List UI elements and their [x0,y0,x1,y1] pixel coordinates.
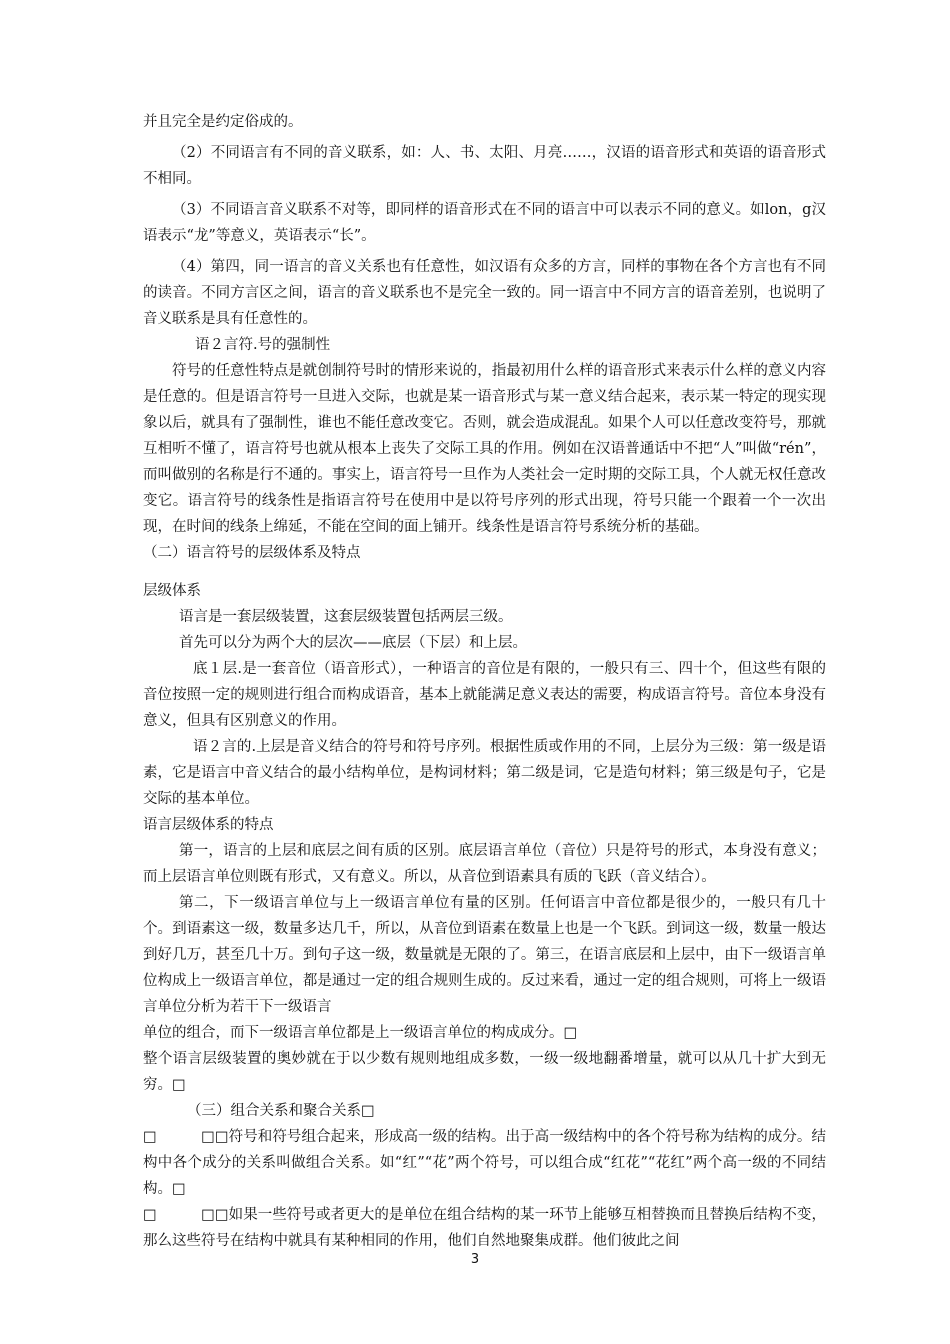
page-body [143,109,826,1254]
paragraph-hierarchy-intro: 语言是一套层级装置，这套层级装置包括两层三级。 [179,609,513,625]
paragraph-paradigmatic [143,1202,826,1254]
paragraph-continued: 并且完全是约定俗成的。 [143,114,303,130]
paragraph-syntagmatic [143,1124,826,1202]
subheading-hierarchy-system: 层级体系 [143,583,201,599]
paragraph-upper-layer: 语２言的.上层是音义结合的符号和符号序列。根据性质或作用的不同，上层分为三级：第一级是语素，它是语言中音义结合的最小结构单位，是构词材料；第二级是词，它是造句材料；第三级是句子，它是交际的基本单位。 [143,739,826,807]
paragraph-syntagmatic-text: □□符号和符号组合起来，形成高一级的结构。出于高一级结构中的各个符号称为结构的成分。结构中各个成分的关系叫做组合关系。如“红”“花”两个符号，可以组合成“红花”“花红”两个高一级的不同结构。□ [143,1129,826,1197]
paragraph-feature-2: 第二，下一级语言单位与上一级语言单位有量的区别。任何语言中音位都是很少的，一般只有几十个。到语素这一级，数量多达几千，所以，从音位到语素在数量上也是一个飞跃。到词这一级，数量一般达到好几万，甚至几十万。到句子这一级，数量就是无限的了。第三，在语言底层和上层中，由下一级语言单位构成上一级语言单位，都是通过一定的组合规则生成的。反过来看，通过一定的组合规则，可将上一级语言单位分析为若干下一级语言 [143,895,826,1015]
lead-mark: □ [143,1129,157,1145]
section-heading-relations: （三）组合关系和聚合关系□ [187,1103,375,1119]
subheading-hierarchy-features: 语言层级体系的特点 [143,817,274,833]
paragraph-point-2: （2）不同语言有不同的音义联系，如：人、书、太阳、月亮……，汉语的语音形式和英语的语音形式不相同。 [143,145,826,187]
paragraph-two-levels: 首先可以分为两个大的层次——底层（下层）和上层。 [179,635,527,651]
paragraph-point-4: （4）第四，同一语言的音义关系也有任意性，如汉语有众多的方言，同样的事物在各个方言也有不同的读音。不同方言区之间，语言的音义联系也不是完全一致的。同一语言中不同方言的语音差别，也说明了音义联系是具有任意性的。 [143,259,826,327]
paragraph-feature-1: 第一，语言的上层和底层之间有质的区别。底层语言单位（音位）只是符号的形式，本身没有意义；而上层语言单位则既有形式，又有意义。所以，从音位到语素具有质的飞跃（音义结合）。 [143,843,826,885]
paragraph-paradigmatic-text: □□如果一些符号或者更大的是单位在组合结构的某一环节上能够互相替换而且替换后结构不变，那么这些符号在结构中就具有某种相同的作用，他们自然地聚集成群。他们彼此之间 [143,1207,826,1249]
paragraph-unit-composition: 单位的组合，而下一级语言单位都是上一级语言单位的构成成分。□ [143,1025,578,1041]
paragraph-bottom-layer: 底１层.是一套音位（语音形式），一种语言的音位是有限的，一般只有三、四十个，但这些有限的音位按照一定的规则进行组合而构成语音，基本上就能满足意义表达的需要，构成语言符号。音位本身没有意义，但具有区别意义的作用。 [143,661,826,729]
lead-mark: □ [143,1207,157,1223]
paragraph-hierarchy-summary: 整个语言层级装置的奥妙就在于以少数有规则地组成多数，一级一级地翻番增量，就可以从几十扩大到无穷。□ [143,1051,826,1093]
section-heading-hierarchy: （二）语言符号的层级体系及特点 [143,545,361,561]
paragraph-coercion: 符号的任意性特点是就创制符号时的情形来说的，指最初用什么样的语音形式来表示什么样的意义内容是任意的。但是语言符号一旦进入交际，也就是某一语音形式与某一意义结合起来，表示某一特定的现实现象以后，就具有了强制性，谁也不能任意改变它。否则，就会造成混乱。如果个人可以任意改变符号，那就互相听不懂了，语言符号也就从根本上丧失了交际工具的作用。例如在汉语普通话中不把“人”叫做“rén”，而叫做别的名称是行不通的。事实上，语言符号一旦作为人类社会一定时期的交际工具，个人就无权任意改变它。语言符号的线条性是指语言符号在使用中是以符号序列的形式出现，符号只能一个跟着一个一次出现，在时间的线条上绵延，不能在空间的面上铺开。线条性是语言符号系统分析的基础。 [143,363,826,535]
section-heading-coercion: 语２言符.号的强制性 [195,337,331,353]
paragraph-point-3: （3）不同语言音义联系不对等，即同样的语音形式在不同的语言中可以表示不同的意义。如lon，g汉语表示“龙”等意义，英语表示“长”。 [143,202,826,244]
page-number: 3 [470,1252,480,1267]
